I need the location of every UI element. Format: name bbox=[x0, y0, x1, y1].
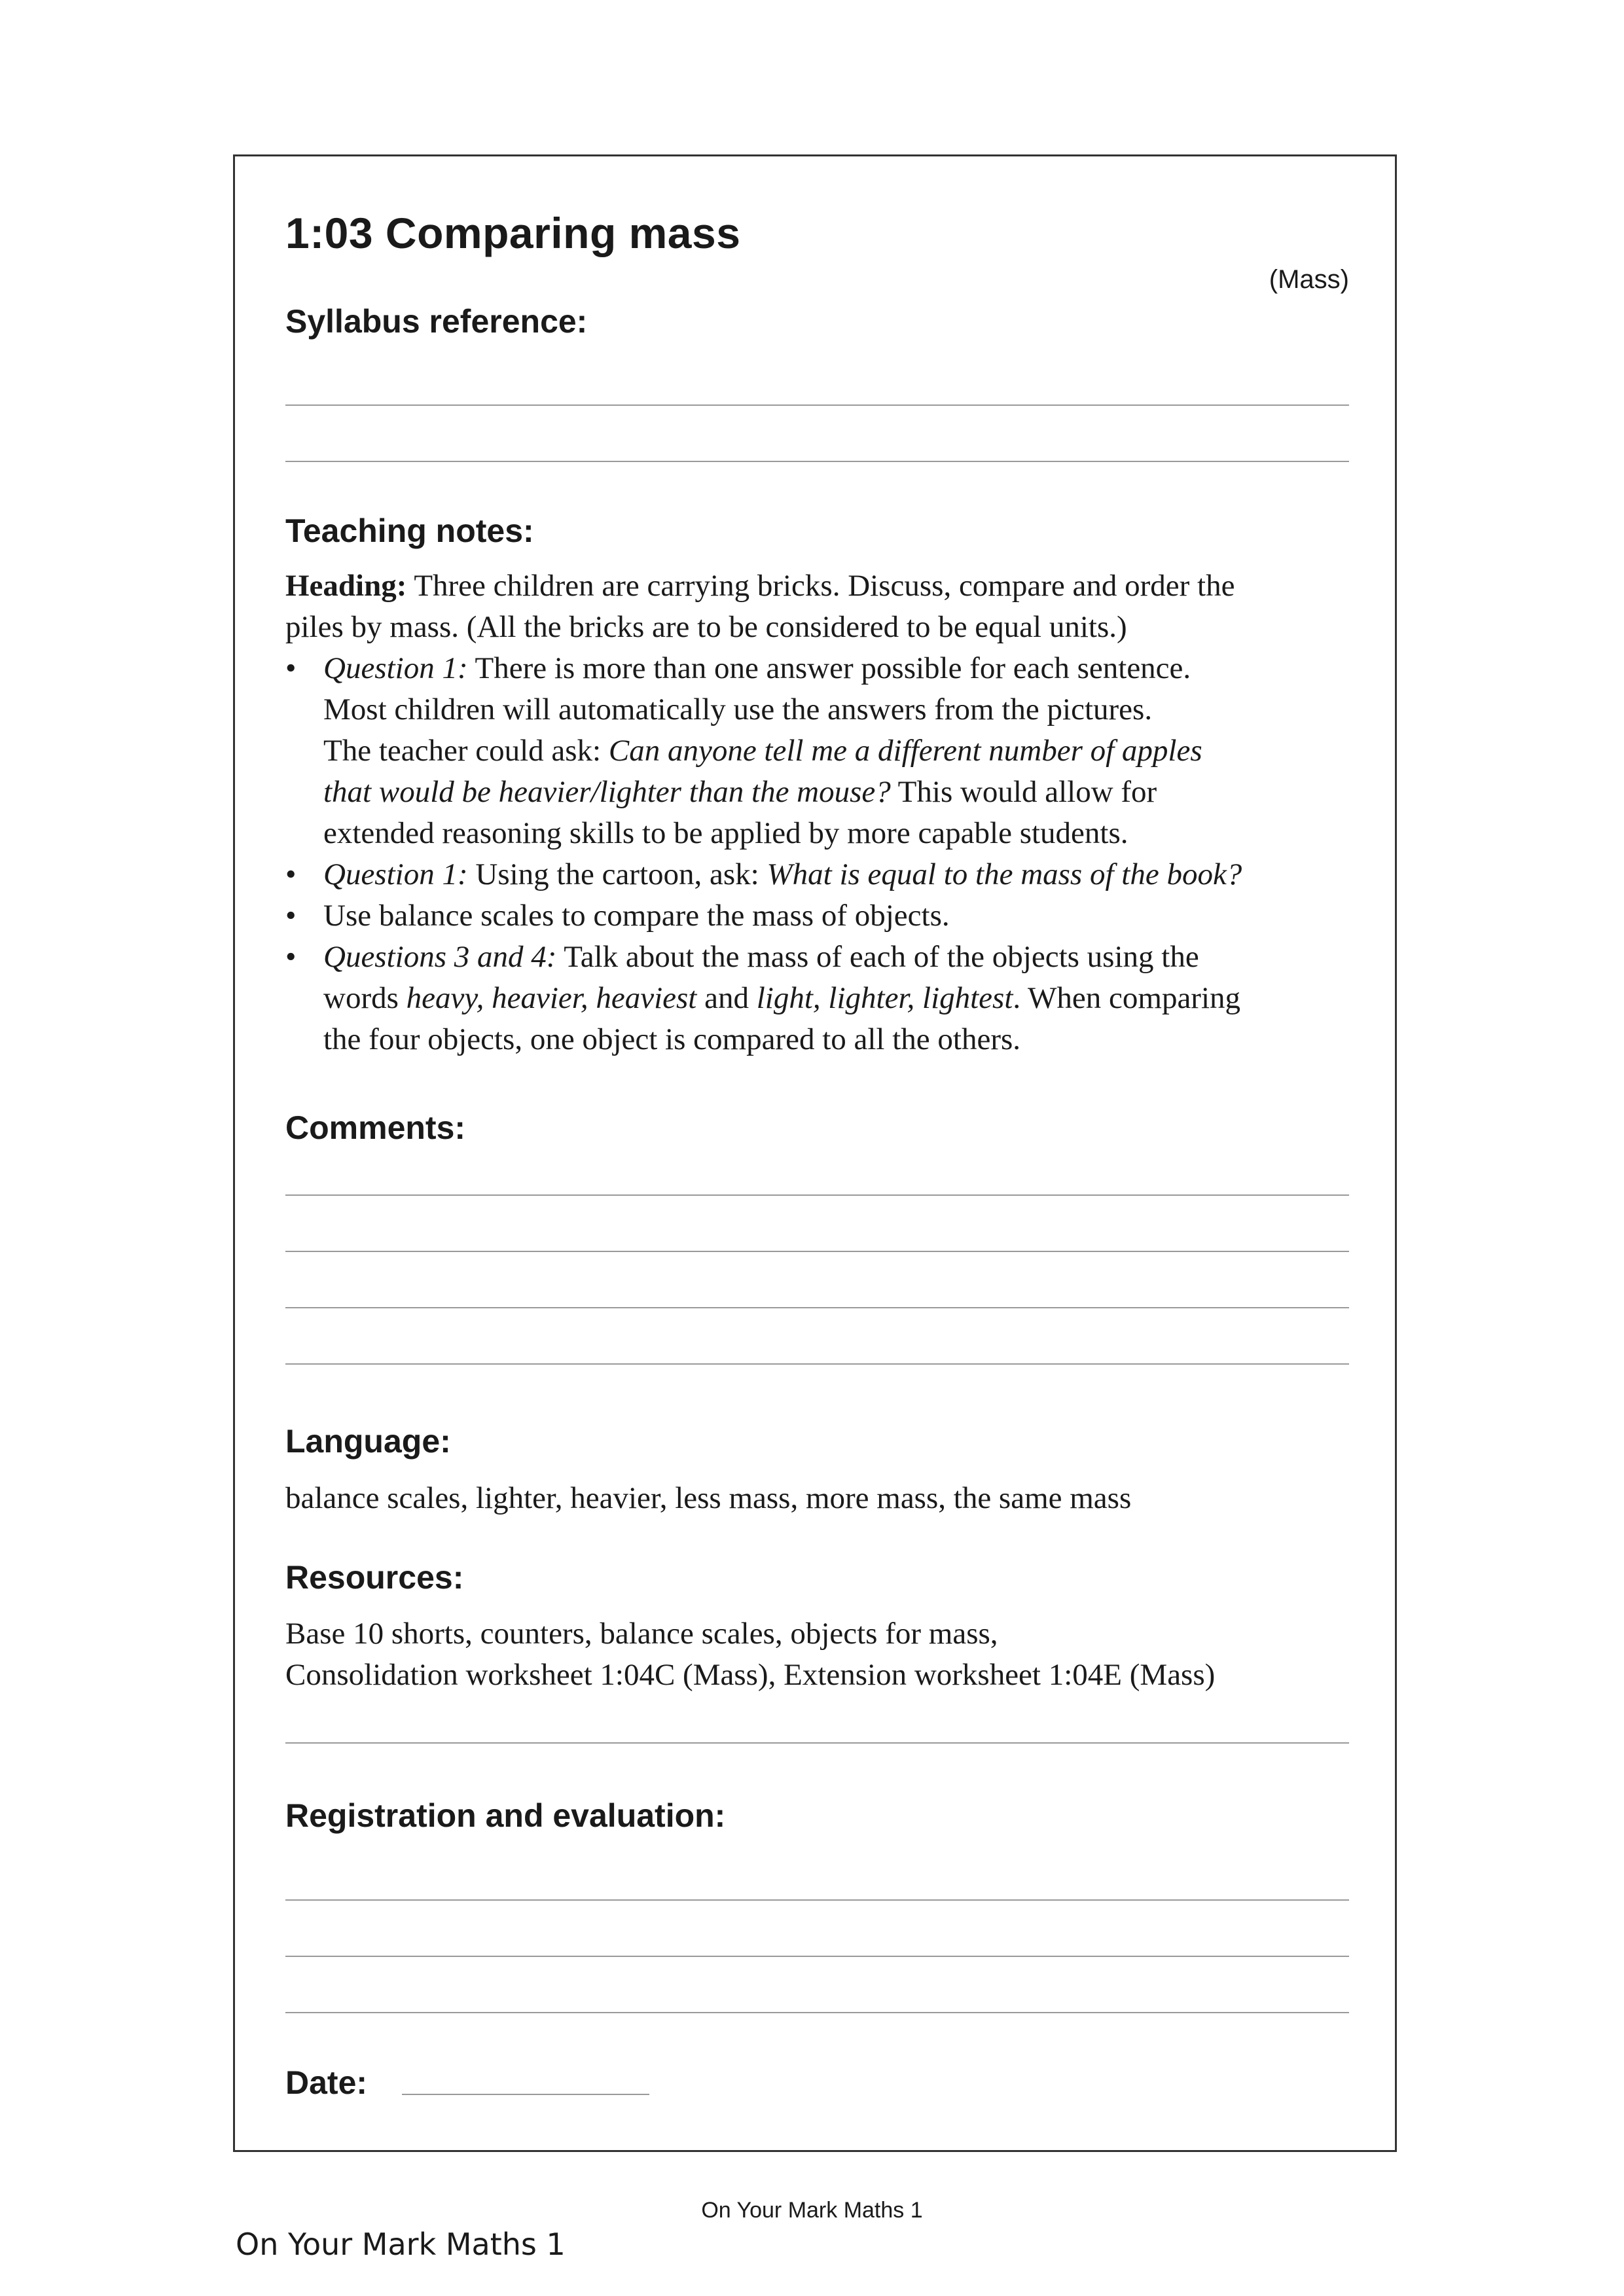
footer-left: On Your Mark Maths 1 bbox=[236, 2227, 566, 2262]
language-heading: Language: bbox=[285, 1423, 451, 1460]
notes-heading-label: Heading: bbox=[285, 569, 407, 603]
list-item bbox=[285, 895, 1359, 937]
footer-center: On Your Mark Maths 1 bbox=[701, 2198, 923, 2223]
page-frame bbox=[233, 154, 1397, 2152]
list-item bbox=[285, 854, 1359, 895]
bullet-icon: • bbox=[285, 857, 297, 891]
bullet-1-text-3b: Can anyone tell me a different number of apples bbox=[608, 734, 1202, 768]
resources-heading: Resources: bbox=[285, 1559, 464, 1596]
resources-text bbox=[285, 1613, 1359, 1696]
bullet-1-text-4b: This would allow for bbox=[890, 775, 1157, 809]
resources-line-2: Consolidation worksheet 1:04C (Mass), Extension worksheet 1:04E (Mass) bbox=[285, 1658, 1216, 1692]
resources-line[interactable] bbox=[285, 1742, 1349, 1744]
bullet-1-text-5: extended reasoning skills to be applied by more capable students. bbox=[323, 816, 1128, 850]
bullet-4-text-2b: heavy, heavier, heaviest bbox=[406, 981, 697, 1015]
comments-line-4[interactable] bbox=[285, 1363, 1349, 1365]
notes-bullet-list bbox=[285, 648, 1359, 1060]
bullet-1-text-4a: that would be heavier/lighter than the mouse? bbox=[323, 775, 891, 809]
bullet-2-label: Question 1: bbox=[323, 857, 468, 891]
bullet-icon: • bbox=[285, 940, 297, 974]
comments-line-3[interactable] bbox=[285, 1307, 1349, 1308]
page-title: 1:03 Comparing mass bbox=[285, 209, 741, 257]
syllabus-line-1[interactable] bbox=[285, 404, 1349, 406]
bullet-1-text-3a: The teacher could ask: bbox=[323, 734, 609, 768]
bullet-2-text-a: Using the cartoon, ask: bbox=[467, 857, 767, 891]
date-line[interactable] bbox=[402, 2094, 649, 2095]
date-label: Date: bbox=[285, 2064, 368, 2101]
list-item bbox=[285, 648, 1359, 854]
bullet-1-label: Question 1: bbox=[323, 651, 468, 685]
notes-heading-text-1: Three children are carrying bricks. Discuss, compare and order the bbox=[406, 569, 1235, 603]
comments-line-1[interactable] bbox=[285, 1194, 1349, 1196]
bullet-1-text-1: There is more than one answer possible for each sentence. bbox=[467, 651, 1191, 685]
bullet-4-text-1: Talk about the mass of each of the objects using the bbox=[556, 940, 1199, 974]
syllabus-line-2[interactable] bbox=[285, 461, 1349, 462]
teaching-notes-heading: Teaching notes: bbox=[285, 512, 534, 549]
registration-heading: Registration and evaluation: bbox=[285, 1797, 726, 1834]
resources-line-1: Base 10 shorts, counters, balance scales, objects for mass, bbox=[285, 1617, 998, 1651]
language-text: balance scales, lighter, heavier, less mass, more mass, the same mass bbox=[285, 1481, 1132, 1515]
bullet-1-text-2: Most children will automatically use the answers from the pictures. bbox=[323, 692, 1153, 726]
syllabus-heading: Syllabus reference: bbox=[285, 303, 588, 340]
comments-line-2[interactable] bbox=[285, 1251, 1349, 1252]
bullet-4-text-2c: and bbox=[696, 981, 757, 1015]
teaching-notes-body bbox=[285, 565, 1359, 1060]
bullet-4-text-2a: words bbox=[323, 981, 406, 1015]
registration-line-3[interactable] bbox=[285, 2012, 1349, 2013]
comments-heading: Comments: bbox=[285, 1109, 466, 1146]
bullet-4-text-2e: . When comparing bbox=[1013, 981, 1241, 1015]
bullet-2-text-b: What is equal to the mass of the book? bbox=[767, 857, 1242, 891]
list-item bbox=[285, 937, 1359, 1060]
registration-line-2[interactable] bbox=[285, 1956, 1349, 1957]
bullet-4-label: Questions 3 and 4: bbox=[323, 940, 557, 974]
notes-heading-text-2: piles by mass. (All the bricks are to be considered to be equal units.) bbox=[285, 610, 1127, 644]
bullet-icon: • bbox=[285, 899, 297, 933]
bullet-3-text: Use balance scales to compare the mass of objects. bbox=[323, 899, 950, 933]
bullet-4-text-2d: light, lighter, lightest bbox=[756, 981, 1013, 1015]
registration-line-1[interactable] bbox=[285, 1899, 1349, 1901]
bullet-4-text-3: the four objects, one object is compared to all the others. bbox=[323, 1022, 1021, 1056]
bullet-icon: • bbox=[285, 651, 297, 685]
notes-heading-paragraph bbox=[285, 565, 1359, 648]
strand-label: (Mass) bbox=[1269, 265, 1349, 294]
